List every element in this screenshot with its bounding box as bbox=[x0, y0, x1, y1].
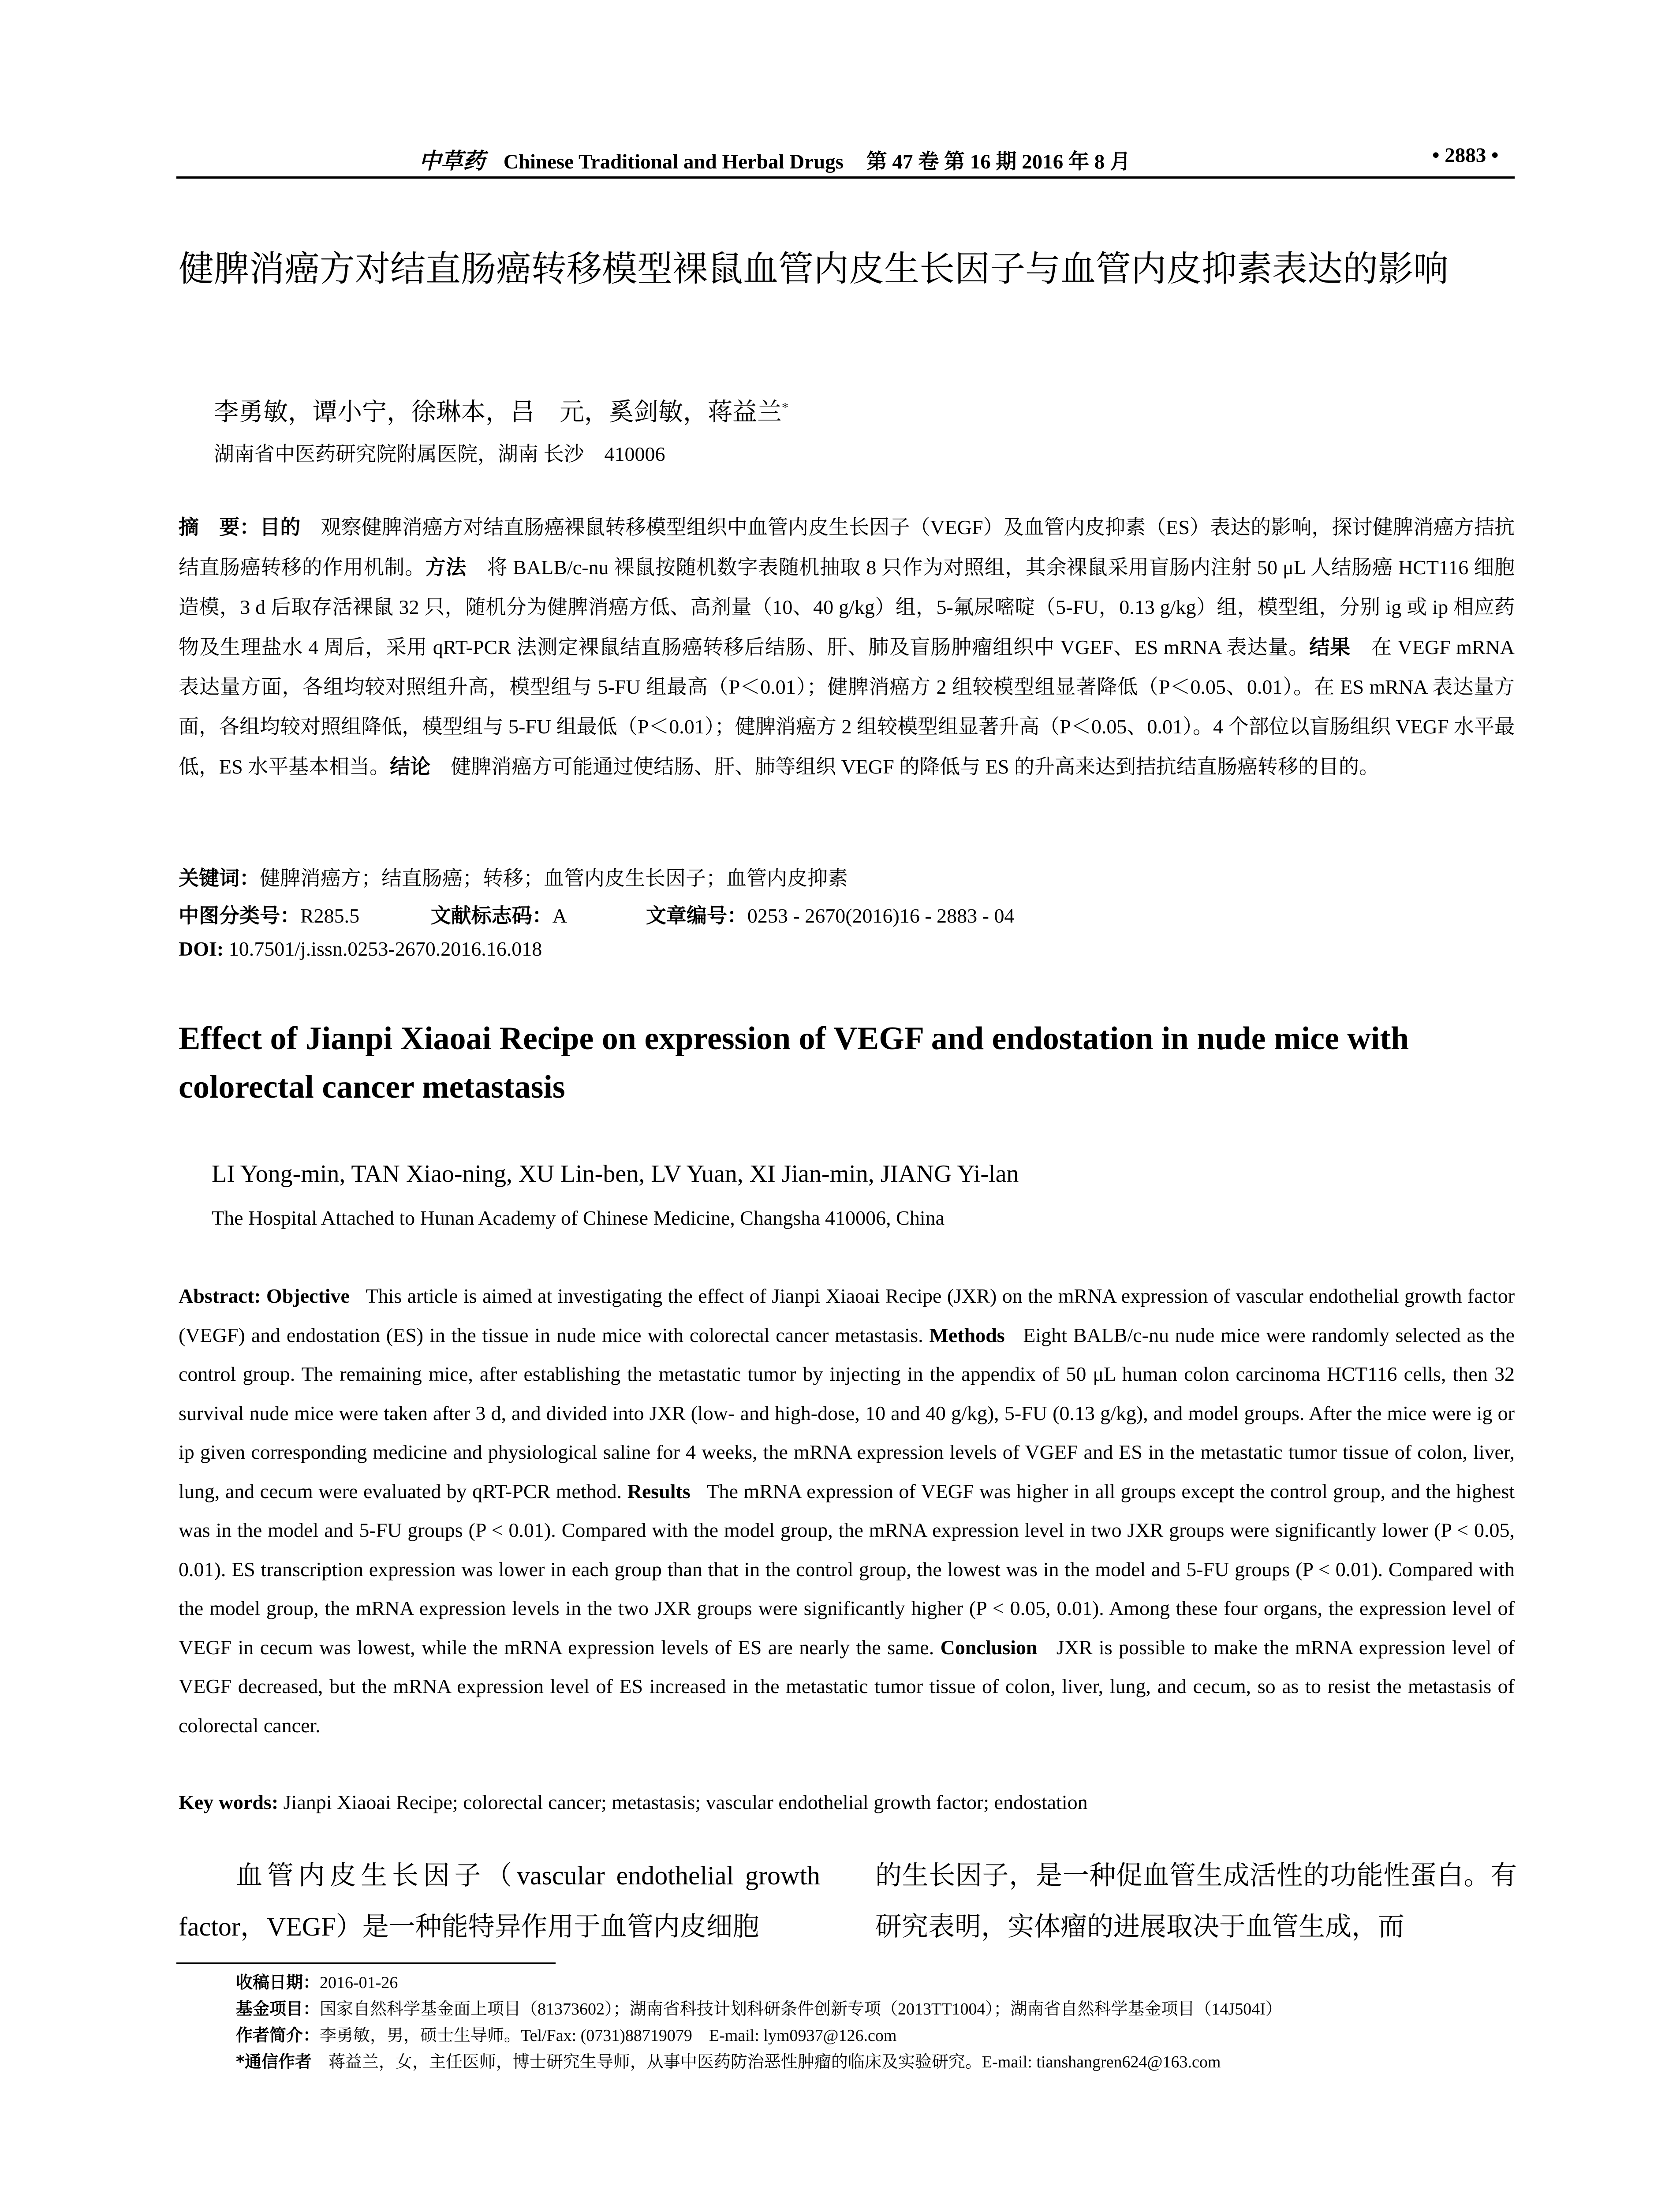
results-label-cn: 结果 bbox=[1309, 635, 1351, 659]
results-label-en: Results bbox=[627, 1480, 691, 1502]
body-column-right: 的生长因子，是一种促血管生成活性的功能性蛋白。有研究表明，实体瘤的进展取决于血管生成，而 bbox=[875, 1861, 1517, 1941]
conclusion-label-en: Conclusion bbox=[940, 1636, 1038, 1659]
authors-cn-text: 李勇敏，谭小宁，徐琳本，吕 元，奚剑敏，蒋益兰 bbox=[214, 399, 782, 426]
objective-text-en: This article is aimed at investigating the effect of Jianpi Xiaoai Recipe (JXR) on the mRNA expression of vascular endothelial growth factor (VEGF) and endostation (ES) in the tissue in nude mice with colorectal cancer metastasis. bbox=[179, 1285, 1515, 1346]
corresponding-mark: * bbox=[782, 400, 788, 415]
page-number: • 2883 • bbox=[1432, 144, 1499, 167]
body-column-left: 血管内皮生长因子（vascular endothelial growth factor，VEGF）是一种能特异作用于血管内皮细胞 bbox=[179, 1861, 820, 1941]
footnote-corresponding bbox=[236, 2048, 1221, 2075]
article-id-value: 0253 - 2670(2016)16 - 2883 - 04 bbox=[747, 904, 1015, 927]
doi-value: 10.7501/j.issn.0253-2670.2016.16.018 bbox=[228, 938, 542, 960]
keywords-text-en: Jianpi Xiaoai Recipe; colorectal cancer; metastasis; vascular endothelial growth factor; endostation bbox=[283, 1791, 1088, 1813]
fund-label: 基金项目： bbox=[236, 1999, 320, 2018]
issue-info: 第 47 卷 第 16 期 2016 年 8 月 bbox=[866, 150, 1131, 173]
conclusion-text-en: JXR is possible to make the mRNA expression level of VEGF decreased, but the mRNA expression level of ES increased in the metastatic tumor tissue of colon, liver, lung, and cecum, so as to resist the metastasis of colorectal cancer. bbox=[179, 1636, 1515, 1737]
conclusion-text-cn: 健脾消癌方可能通过使结肠、肝、肺等组织 VEGF 的降低与 ES 的升高来达到拮抗结直肠癌转移的目的。 bbox=[451, 755, 1379, 778]
title-cn: 健脾消癌方对结直肠癌转移模型裸鼠血管内皮生长因子与血管内皮抑素表达的影响 bbox=[179, 248, 1449, 289]
footnote-author bbox=[236, 2022, 896, 2049]
results-text-en: The mRNA expression of VEGF was higher in all groups except the control group, and the highest was in the model and 5-FU groups (P < 0.01). Compared with the model group, the mRNA expression level in two JXR groups were significantly lower (P < 0.05, 0.01). ES transcription expression was lower in each group than that in the control group, the lowest was in the model and 5-FU groups (P < 0.01). Compared with the model group, the mRNA expression levels in the two JXR groups were significantly higher (P < 0.05, 0.01). Among these four organs, the expression level of VEGF in cecum was lowest, while the mRNA expression levels of ES are nearly the same. bbox=[179, 1480, 1515, 1659]
abstract-en bbox=[179, 1277, 1515, 1745]
objective-text-cn: 观察健脾消癌方对结直肠癌裸鼠转移模型组织中血管内皮生长因子（VEGF）及血管内皮抑素（ES）表达的影响，探讨健脾消癌方拮抗结直肠癌转移的作用机制。 bbox=[179, 516, 1515, 579]
received-label: 收稿日期： bbox=[236, 1973, 320, 1992]
author-label: 作者简介： bbox=[236, 2026, 320, 2045]
authors-cn bbox=[214, 392, 788, 428]
results-text-cn: 在 VEGF mRNA 表达量方面，各组均较对照组升高，模型组与 5-FU 组最高（P＜0.01）；健脾消癌方 2 组较模型组显著降低（P＜0.05、0.01）。在 ES mRNA 表达量方面，各组均较对照组降低，模型组与 5-FU 组最低（P＜0.01）；健脾消癌方 2 组较模型组显著升高（P＜0.05、0.01）。4 个部位以盲肠组织 VEGF 水平最低，ES 水平基本相当。 bbox=[179, 636, 1515, 778]
methods-label-en: Methods bbox=[929, 1323, 1005, 1346]
objective-label-cn: 目的 bbox=[260, 515, 301, 539]
methods-text-en: Eight BALB/c-nu nude mice were randomly selected as the control group. The remaining mice, after establishing the metastatic tumor by injecting in the appendix of 50 μL human colon carcinoma HCT116 cells, then 32 survival nude mice were taken after 3 d, and divided into JXR (low- and high-dose, 10 and 40 g/kg), 5-FU (0.13 g/kg), and model groups. After the mice were ig or ip given corresponding medicine and physiological saline for 4 weeks, the mRNA expression levels of VGEF and ES in the metastatic tumor tissue of colon, liver, lung, and cecum were evaluated by qRT-PCR method. bbox=[179, 1323, 1515, 1502]
keywords-en bbox=[179, 1790, 1088, 1814]
doi-line bbox=[179, 937, 542, 960]
conclusion-label-cn: 结论 bbox=[390, 755, 431, 778]
affiliation-en: The Hospital Attached to Hunan Academy of Chinese Medicine, Changsha 410006, China bbox=[212, 1207, 945, 1229]
journal-name-cn: 中草药 bbox=[419, 149, 485, 173]
corresponding-value: 蒋益兰，女，主任医师，博士研究生导师，从事中医药防治恶性肿瘤的临床及实验研究。E-mail: tianshangren624@163.com bbox=[328, 2053, 1221, 2071]
corresponding-label: *通信作者 bbox=[236, 2052, 312, 2071]
keywords-cn bbox=[179, 862, 848, 891]
article-id-label: 文章编号： bbox=[646, 904, 747, 927]
header-rule bbox=[176, 176, 1515, 179]
journal-name-en: Chinese Traditional and Herbal Drugs bbox=[503, 150, 844, 173]
abstract-label-en: Abstract: Objective bbox=[179, 1285, 350, 1307]
clc-value: R285.5 bbox=[300, 904, 360, 927]
methods-text-cn: 将 BALB/c-nu 裸鼠按随机数字表随机抽取 8 只作为对照组，其余裸鼠采用盲肠内注射 50 μL 人结肠癌 HCT116 细胞造模，3 d 后取存活裸鼠 32 只，随机分为健脾消癌方低、高剂量（10、40 g/kg）组，5-氟尿嘧啶（5-FU，0.13 g/kg）组，模型组，分别 ig 或 ip 相应药物及生理盐水 4 周后，采用 qRT-PCR 法测定裸鼠结直肠癌转移后结肠、肝、肺及盲肠肿瘤组织中 VGEF、ES mRNA 表达量。 bbox=[179, 556, 1515, 658]
classification-line bbox=[179, 900, 1014, 929]
keywords-label-en: Key words: bbox=[179, 1791, 279, 1813]
authors-en: LI Yong-min, TAN Xiao-ning, XU Lin-ben, LV Yuan, XI Jian-min, JIANG Yi-lan bbox=[212, 1160, 1019, 1188]
clc-label: 中图分类号： bbox=[179, 904, 300, 927]
doi-label: DOI: bbox=[179, 938, 224, 960]
running-header bbox=[419, 143, 1131, 173]
footnote-fund bbox=[236, 1996, 1282, 2022]
keywords-label-cn: 关键词： bbox=[179, 866, 260, 890]
doc-code-label: 文献标志码： bbox=[430, 904, 553, 927]
abstract-cn bbox=[179, 507, 1515, 787]
methods-label-cn: 方法 bbox=[425, 555, 467, 579]
affiliation-cn: 湖南省中医药研究院附属医院，湖南 长沙 410006 bbox=[214, 443, 665, 465]
title-en: Effect of Jianpi Xiaoai Recipe on expression of VEGF and endostation in nude mice with colorectal cancer metastasis bbox=[179, 1020, 1409, 1105]
footnote-rule bbox=[176, 1962, 556, 1964]
doc-code-value: A bbox=[552, 904, 566, 927]
footnote-received bbox=[236, 1969, 398, 1996]
received-value: 2016-01-26 bbox=[320, 1973, 398, 1992]
fund-value: 国家自然科学基金面上项目（81373602）；湖南省科技计划科研条件创新专项（2013TT1004）；湖南省自然科学基金项目（14J504I） bbox=[320, 2000, 1282, 2018]
keywords-text-cn: 健脾消癌方；结直肠癌；转移；血管内皮生长因子；血管内皮抑素 bbox=[260, 867, 848, 889]
author-value: 李勇敏，男，硕士生导师。Tel/Fax: (0731)88719079 E-mail: lym0937@126.com bbox=[320, 2026, 897, 2045]
abstract-label-cn: 摘 要： bbox=[179, 515, 260, 539]
